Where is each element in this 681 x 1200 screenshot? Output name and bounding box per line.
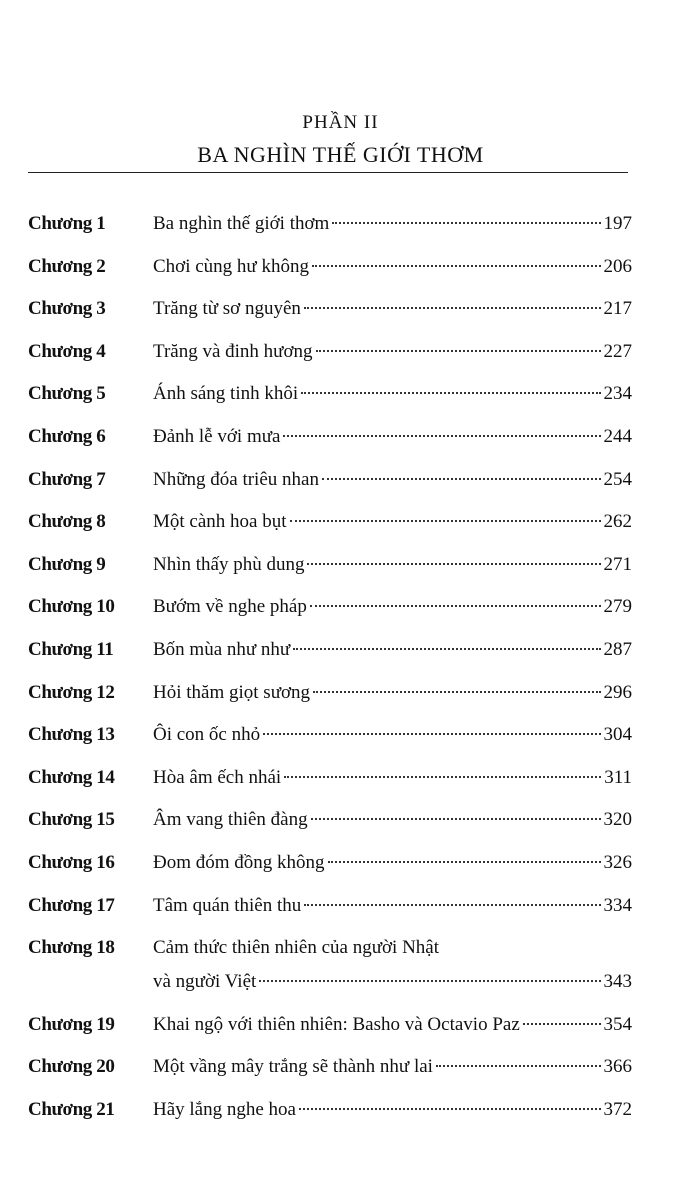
page-number: 343 bbox=[603, 971, 632, 993]
dot-leader bbox=[293, 648, 600, 650]
toc-entry bbox=[28, 1051, 632, 1094]
chapter-label: Chương 1 bbox=[28, 213, 106, 234]
dot-leader bbox=[307, 563, 600, 565]
toc-entry bbox=[28, 378, 632, 421]
dot-leader bbox=[284, 776, 601, 778]
page-number: 320 bbox=[603, 809, 632, 831]
dot-leader bbox=[523, 1023, 601, 1025]
chapter-label: Chương 11 bbox=[28, 638, 114, 660]
chapter-title: Hãy lắng nghe hoa bbox=[153, 1098, 296, 1120]
chapter-label: Chương 15 bbox=[28, 809, 115, 831]
toc-entry bbox=[28, 293, 632, 336]
chapter-label: Chương 16 bbox=[28, 851, 115, 873]
toc-entry bbox=[28, 251, 632, 294]
toc-entry bbox=[28, 464, 632, 507]
chapter-label: Chương 18 bbox=[28, 937, 115, 959]
page-number: 262 bbox=[603, 511, 632, 533]
chapter-label: Chương 2 bbox=[28, 255, 106, 277]
chapter-title: Đảnh lễ với mưa bbox=[153, 425, 281, 447]
page-number: 296 bbox=[603, 681, 632, 703]
chapter-title: Chơi cùng hư không bbox=[153, 255, 309, 277]
chapter-title: Hòa âm ếch nhái bbox=[153, 766, 282, 788]
chapter-title: Hỏi thăm giọt sương bbox=[153, 681, 311, 703]
page-number: 354 bbox=[603, 1013, 632, 1035]
chapter-title: Trăng từ sơ nguyên bbox=[153, 298, 301, 320]
toc-entry bbox=[28, 719, 632, 762]
toc-entry bbox=[28, 762, 632, 805]
dot-leader bbox=[311, 818, 601, 820]
page-number: 206 bbox=[603, 255, 632, 277]
toc-entry bbox=[28, 677, 632, 720]
chapter-title: Một cành hoa bụt bbox=[153, 511, 287, 533]
page-number: 234 bbox=[603, 383, 632, 405]
page-number: 366 bbox=[603, 1056, 632, 1078]
toc-entry bbox=[28, 591, 632, 634]
chapter-title: Trăng và đinh hương bbox=[153, 340, 313, 362]
dot-leader bbox=[310, 605, 601, 607]
toc-entry bbox=[28, 804, 632, 847]
page-number: 372 bbox=[603, 1098, 632, 1120]
chapter-label: Chương 3 bbox=[28, 298, 106, 320]
toc-entry bbox=[28, 549, 632, 592]
toc-entry bbox=[28, 890, 632, 933]
chapter-label: Chương 13 bbox=[28, 724, 115, 746]
chapter-label: Chương 20 bbox=[28, 1056, 115, 1078]
chapter-title: Bướm về nghe pháp bbox=[153, 596, 307, 618]
page-number: 304 bbox=[603, 724, 632, 746]
dot-leader bbox=[316, 350, 601, 352]
chapter-label: Chương 6 bbox=[28, 425, 106, 447]
toc-entry bbox=[28, 208, 632, 251]
dot-leader bbox=[328, 861, 601, 863]
chapter-label: Chương 10 bbox=[28, 596, 115, 618]
toc-entry bbox=[28, 847, 632, 890]
chapter-label: Chương 9 bbox=[28, 553, 106, 575]
chapter-title: Một vầng mây trắng sẽ thành như lai bbox=[153, 1056, 433, 1078]
chapter-title: Ánh sáng tinh khôi bbox=[153, 383, 299, 405]
chapter-label: Chương 14 bbox=[28, 766, 115, 788]
page-number: 311 bbox=[604, 766, 632, 788]
chapter-label: Chương 8 bbox=[28, 511, 106, 533]
toc-entry bbox=[28, 1094, 632, 1137]
dot-leader bbox=[436, 1065, 601, 1067]
page-number: 279 bbox=[603, 596, 632, 618]
toc-entry bbox=[28, 506, 632, 549]
page-number: 244 bbox=[603, 425, 632, 447]
page-number: 271 bbox=[603, 553, 632, 575]
chapter-title: Nhìn thấy phù dung bbox=[153, 553, 305, 575]
dot-leader bbox=[313, 691, 600, 693]
page-number: 227 bbox=[603, 340, 632, 362]
dot-leader bbox=[332, 222, 600, 224]
dot-leader bbox=[304, 307, 601, 309]
toc-entry bbox=[28, 1009, 632, 1052]
chapter-label: Chương 21 bbox=[28, 1098, 115, 1120]
part-label: PHẦN II bbox=[302, 112, 379, 133]
dot-leader bbox=[301, 392, 600, 394]
chapter-label: Chương 12 bbox=[28, 681, 115, 703]
dot-leader bbox=[259, 980, 600, 982]
chapter-title: Những đóa triêu nhan bbox=[153, 468, 319, 490]
page-number: 334 bbox=[603, 894, 632, 916]
chapter-title-continued: và người Việt bbox=[153, 971, 257, 993]
page-number: 197 bbox=[603, 213, 632, 234]
page-number: 326 bbox=[603, 851, 632, 873]
toc-entry bbox=[28, 336, 632, 379]
chapter-title: Bốn mùa như như bbox=[153, 638, 291, 660]
dot-leader bbox=[322, 478, 601, 480]
toc-entry bbox=[28, 932, 632, 1009]
page-number: 254 bbox=[603, 468, 632, 490]
chapter-label: Chương 5 bbox=[28, 383, 106, 405]
chapter-title: Ba nghìn thế giới thơm bbox=[153, 213, 330, 234]
page-number: 287 bbox=[603, 638, 632, 660]
toc-entry bbox=[28, 634, 632, 677]
chapter-label: Chương 19 bbox=[28, 1013, 115, 1035]
chapter-title: Đom đóm đồng không bbox=[153, 851, 325, 873]
table-of-contents bbox=[28, 208, 632, 1136]
dot-leader bbox=[312, 265, 601, 267]
dot-leader bbox=[299, 1108, 601, 1110]
dot-leader bbox=[304, 904, 600, 906]
dot-leader bbox=[283, 435, 600, 437]
page-number: 217 bbox=[603, 298, 632, 320]
chapter-title: Tâm quán thiên thu bbox=[153, 894, 302, 916]
toc-entry bbox=[28, 421, 632, 464]
chapter-title: Khai ngộ với thiên nhiên: Basho và Octavio Paz bbox=[153, 1013, 520, 1035]
chapter-label: Chương 4 bbox=[28, 340, 106, 362]
dot-leader bbox=[263, 733, 600, 735]
chapter-title: Cảm thức thiên nhiên của người Nhật bbox=[153, 937, 440, 959]
chapter-title: Ôi con ốc nhỏ bbox=[153, 724, 261, 746]
dot-leader bbox=[290, 520, 601, 522]
chapter-label: Chương 17 bbox=[28, 894, 115, 916]
chapter-title: Âm vang thiên đàng bbox=[153, 809, 308, 831]
title-divider bbox=[28, 172, 628, 173]
part-title: BA NGHÌN THẾ GIỚI THƠM bbox=[197, 142, 484, 167]
chapter-label: Chương 7 bbox=[28, 468, 106, 490]
